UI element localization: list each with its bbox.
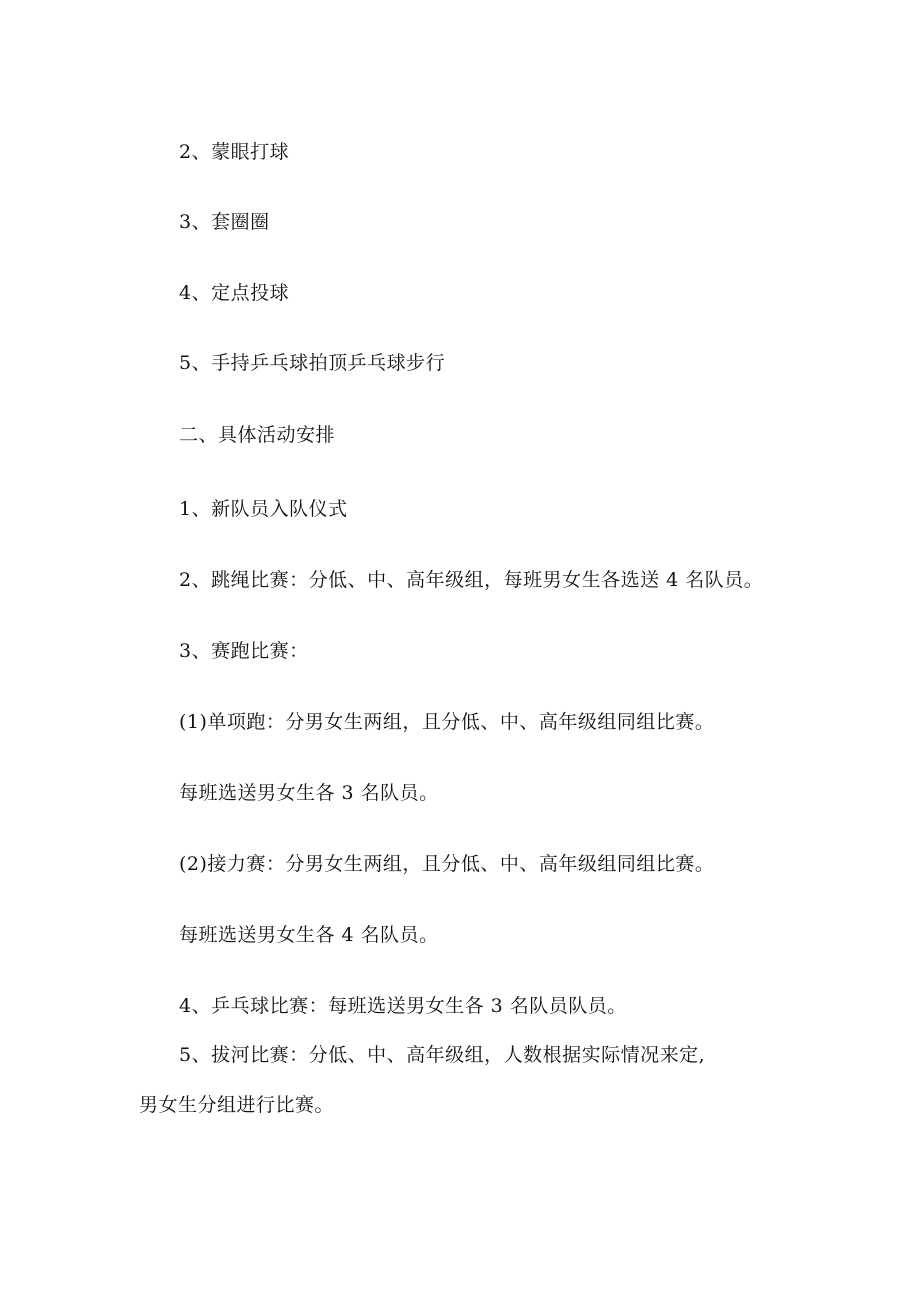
list-item-ring-toss: 3、套圈圈	[179, 211, 270, 233]
section-heading-activity-schedule: 二、具体活动安排	[179, 424, 336, 446]
sub-item-individual-run-note: 每班选送男女生各 3 名队员。	[179, 782, 439, 804]
list-item-paddle-ball-walk: 5、手持乒乓球拍顶乒乓球步行	[179, 352, 446, 374]
list-item-blindfold-hitting: 2、蒙眼打球	[179, 141, 290, 163]
sub-item-relay: (2)接力赛：分男女生两组，且分低、中、高年级组同组比赛。	[179, 853, 715, 875]
list-item-tug-of-war-continued: 男女生分组进行比赛。	[139, 1094, 335, 1116]
list-item-table-tennis: 4、乒乓球比赛：每班选送男女生各 3 名队员队员。	[179, 995, 627, 1017]
list-item-new-member-ceremony: 1、新队员入队仪式	[179, 498, 348, 520]
list-item-running-race: 3、赛跑比赛：	[179, 640, 309, 662]
list-item-tug-of-war: 5、拔河比赛：分低、中、高年级组，人数根据实际情况来定,	[179, 1044, 706, 1066]
sub-item-relay-note: 每班选送男女生各 4 名队员。	[179, 924, 439, 946]
sub-item-individual-run: (1)单项跑：分男女生两组，且分低、中、高年级组同组比赛。	[179, 711, 715, 733]
list-item-fixed-point-throw: 4、定点投球	[179, 282, 290, 304]
list-item-jump-rope: 2、跳绳比赛：分低、中、高年级组，每班男女生各选送 4 名队员。	[179, 569, 764, 591]
